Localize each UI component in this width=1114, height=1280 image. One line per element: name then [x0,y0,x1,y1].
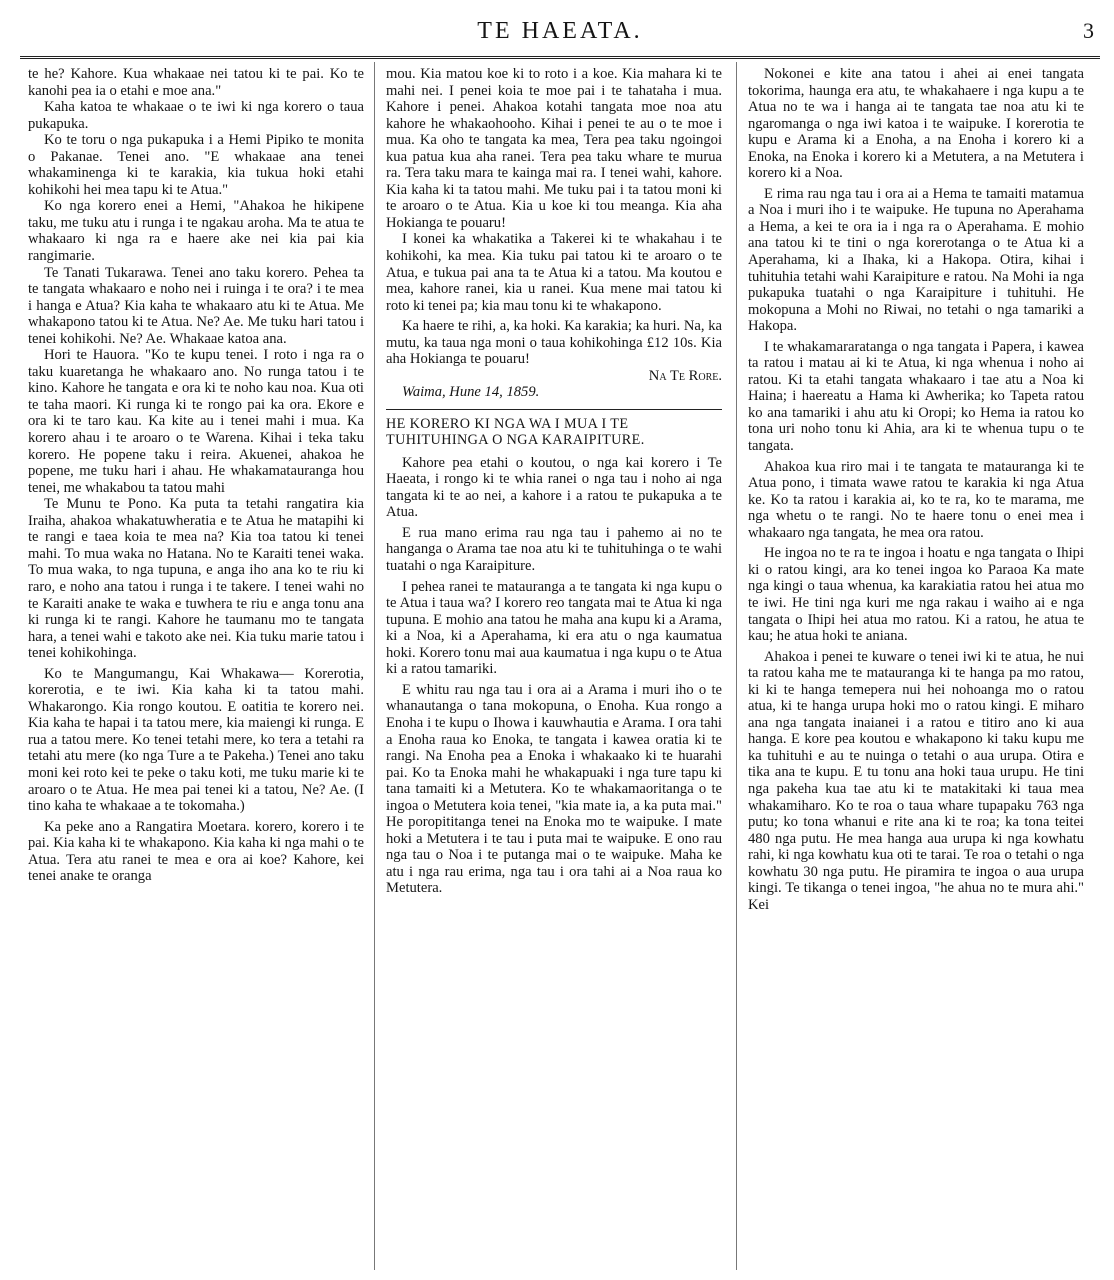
letter-dateline: Waima, Hune 14, 1859. [402,384,540,401]
paragraph: Hori te Hauora. "Ko te kupu tenei. I roto i nga ra o taku kuaretanga he whakaaro ano. No runga tatou i te kino. Kahore he tangata e ora ki te noho kau noa. Kua oti te taha maori. Ki runga ki te rongo pai ka ora. Ekore e ora ki te taro kau. Ka kite au i tenei mahi i mua. Ka korero ahau i te aroaro o te Warena. Kihai i teka taku korero. He popene taku i reira. Akuenei, ahakoa he popene, me tuku hari i ahau. He whakamatauranga hou tenei, me whakabou ta tatou mahi [28,347,364,496]
paragraph: Nokonei e kite ana tatou i ahei ai enei tangata tokorima, haunga era atu, te whakahaere i nga kupu a te Atua no te wa i hanga ai te tangata tae noa atu ki te ngaromanga o nga iwi katoa i te waipuke. I korerotia te kupu e Arama ki a Enoha, a na Enoha i korero ki a Enoka, na Enoka i korero ki a Metutera, a na Metutera i korero ki a Noa. [748,66,1084,182]
column-1 [28,66,364,1272]
paragraph: I te whakamararatanga o nga tangata i Papera, i kawea ta ratou i matau ai ki te Atua, ki nga whenua i noho ai ratou. Ki ta etahi tangata whakaaro i tae atu a Noa ki Haina; i haereatu a Hama ki Awherika; ko Tapeta ratou ko ana tamariki i ahu atu ki Oropi; ko Hema ia ratou ko tona uri noho tonu ki Ahia, ara ki te whenua tupu o te tangata. [748,338,1084,455]
column-2 [386,66,722,1272]
paragraph: I pehea ranei te matauranga a te tangata ki nga kupu o te Atua i taua wa? I korero reo tangata mai te Atua ki nga tupuna. E mohio ana tatou he maha ana kupu ki a Arama, ki a Noa, ki a Aperahama, ki era atu o nga kaumatua hoki. Korero tonu mai aua kaumatua i nga kupu o te Atua ki a ratou tamariki. [386,578,722,678]
paragraph: Ko te toru o nga pukapuka i a Hemi Pipiko te monita o Pakanae. Tenei ano. "E whakaae ana tenei whakaminenga ki te karakia, kia tukua hoki etahi kohikohi hei mea tapu ki te Atua." [28,132,364,198]
newspaper-title: TE HAEATA. [477,18,643,44]
paragraph: Ko te Mangumangu, Kai Whakawa— Korerotia, korerotia, e te iwi. Kia kaha ki ta tatou mahi. Whakarongo. Kia rongo koutou. E oatitia te korero nei. Kia kaha te hapai i ta tatou mere, kia maiengi ki runga. E rua a tatou mere. Ko tenei tetahi mere, ko tera a tetahi ra tetahi atu mere (ko nga Ture a te Pakeha.) Tenei ano taku moni kei roto kei te peke o taku koti, me tuku marie ki te aroaro o te Atua. He mea pai tenei ki a tatou, Ne? Ae. (I tino kaha te whakaae a te tokomaha.) [28,665,364,815]
article-headline: HE KORERO KI NGA WA I MUA I TE TUHITUHINGA O NGA KARAIPITURE. [386,415,645,449]
paragraph: E whitu rau nga tau i ora ai a Arama i muri iho o te whanautanga o tana mokopuna, o Enoha. Kua rongo a Enoha i te kupu o Ihowa i kauwhautia e Arama. I ora tahi a Enoha raua ko Enoka, te tangata i kawea oratia ki te rangi. Na Enoha pea a Enoka i whakaako ki te huarahi pai. Ko ta Enoka mahi he whakapuaki i nga ture tapu ki tana tamaiti ki a Metutera. Ko te whakamaoritanga o te ingoa o Metutera koia tenei, "kia mate ia, a ka puta mai." He poropititanga tenei na Enoka mo te waipuke. I mate hoki a Metutera i te tau i puta mai te waipuke. E ono rau nga tau o Noa i te putanga mai o te waipuke. Maha ke atu i nga rau erima, nga tau i ora tahi ai a Noa raua ko Metutera. [386,681,722,897]
paragraph: E rua mano erima rau nga tau i pahemo ai no te hanganga o Arama tae noa atu ki te tuhituhinga o te wahi tuatahi o nga Karaipiture. [386,524,722,575]
paragraph: I konei ka whakatika a Takerei ki te whakahau i te kohikohi, ka mea. Kia tuku pai tatou ki te aroaro o te Atua, e tukua pai ana ta te Atua ki a tatou. Ma koutou e mea, kahore ranei, kia u ranei. Kua mene mai tatou ki roto ki tenei pa; kia mau tonu ki te whakapono. [386,231,722,314]
page-number: 3 [1083,18,1094,43]
paragraph: Kahore pea etahi o koutou, o nga kai korero i Te Haeata, i rongo ki te whia ranei o nga tau i noho ai nga tangata ki te ao nei, a kahore i a ratou te pukapuka a te Atua. [386,454,722,521]
letter-signature: Na Te Rore. [648,367,722,384]
column-divider [736,62,737,1270]
paragraph: He ingoa no te ra te ingoa i hoatu e nga tangata o Ihipi ki o ratou kingi, ara ko tenei ingoa ko Paraoa Ka mate nga kingi o taua whenua, ka karakiatia ratou hei atua mo te iwi. He tini nga kuri me nga rakau i waiho ai e nga tangata o Ihipi hei atua mo ratou. Ki a ratou, he atua te kau; he atua hoki te aniana. [748,545,1084,645]
paragraph: Ka peke ano a Rangatira Moetara. korero, korero i te pai. Kia kaha ki te whakapono. Kia kaha ki nga mahi o te Atua. Tera atu ranei te mea e ora ai koe? Kahore, kei tenei anake te oranga [28,818,364,885]
masthead-rule [20,56,1100,59]
paragraph: Te Tanati Tukarawa. Tenei ano taku korero. Pehea ta te tangata whakaaro e noho nei i ruinga i te ora? i te mea i hanga e Atua? Kia kaha te whakaaro atu ki te Atua. Me whakapono tatou ki te Atua. Ne? Ae. Me tuku hari tatou i tenei kohikohi. Ne? Ae. Whakaae katoa ana. [28,264,364,347]
paragraph: Te Munu te Pono. Ka puta ta tetahi rangatira kia Iraiha, ahakoa whakatuwheratia e te Atua he matapihi ki te rangi e taea koia te mea na? Kia toa tatou ki tenei mahi. To mua waka no Hatana. No te Karaiti tenei waka. To mua waka, to nga tupuna, e anga iho ana ko te riu ki raro, e noho ana tatou i runga i te takere. I tenei wahi no te Karaiti anake te waka e tuwhera te riu e anga tonu ana ki runga ki te rangi. Kahore he taumanu mo te tangata hara, a tenei wahi e takoto ake nei. Kia tuku marie tatou i tenei kohikohinga. [28,496,364,662]
paragraph: Ko nga korero enei a Hemi, "Ahakoa he hikipene taku, me tuku atu i runga i te ngakau aroha. Ma te atua te whakaaro ki nga ra e haere ake nei kia pai kia rangimarie. [28,198,364,265]
paragraph: Ahakoa i penei te kuware o tenei iwi ki te atua, he nui ta ratou kaha me te matauranga ki te hanga pa mo ratou, ki ki te hanga temepera nui hei nohoanga mo o ratou atua, ki te hanga urupa hoki mo o ratou kingi. E miharo ana nga tangata inaianei i a ratou e titiro ano ki aua hanga. E kore pea koutou e whakapono ki taku kupu me ka tuhituhi e au te nuinga o tetahi o aua urupa. Otira e tika ana te kupu. E tu tonu ana hoki taua urupu. He tini nga pakeha kua tae atu ki te matakitaki ki taua mea whakamiharo. Ko te roa o taua whare tupapaku 763 nga putu; ko tona whanui e rite ana ki te roa; ka tona teitei 480 nga putu. He mea hanga aua urupa ki nga kowhatu rahi, ki nga kowhatu kua oti te tarai. Te roa o tetahi o nga kowhatu 30 nga putu. He piramira te ingoa o aua urupa kingi. Te tikanga o tenei ingoa, "he ahua no te mura ahi." Kei [748,648,1084,913]
paragraph: te he? Kahore. Kua whakaae nei tatou ki te pai. Ko te kanohi pea ia o etahi e moe ana." [28,66,364,99]
paragraph: Kaha katoa te whakaae o te iwi ki nga korero o taua pukapuka. [28,99,364,132]
column-3 [748,66,1084,1272]
article-separator [386,409,722,410]
paragraph: Ka haere te rihi, a, ka hoki. Ka karakia; ka huri. Na, ka mutu, ka taua nga moni o taua kohikohinga £12 10s. Kia aha Hokianga te pouaru! [386,318,722,368]
paragraph: E rima rau nga tau i ora ai a Hema te tamaiti matamua a Noa i muri iho i te waipuke. He tupuna no Aperahama a Hema, a kei te ora ia i nga ra o Aperahama. E mohio ana tatou ki te tini o nga korerotanga o te Atua ki a Aperahama, ki a Ihaka, ki a Hakopa. Otira, kihai i tuhituhia tetahi wahi Karaipiture e ratou. Na Mohi ia nga pukapuka tuatahi o nga Karaipiture i tuhituhi. He mokopuna a Mohi no Riwai, no tetahi o nga tamariki a Hakopa. [748,185,1084,335]
paragraph: Ahakoa kua riro mai i te tangata te matauranga ki te Atua pono, i timata wawe ratou te karakia ki nga Atua ke. Ko ta ratou i karakia ai, ko te ra, ko te marama, me nga whetu o te rangi. No te haere tonu o enei mea i whakaaro nga tangata, he mea ora ratou. [748,458,1084,541]
paragraph: mou. Kia matou koe ki to roto i a koe. Kia mahara ki te mahi nei. I penei koia te moe pai i te tahataha i mua. Kahore i penei. Ahakoa kotahi tangata moe noa atu kahore he whakaohooho. Kihai i penei te au o te moe i mua. Ka oho te tangata ka mea, Tera pea taku ngoingoi kua patua kua aha ranei. Tera pea taku whare te murua ra. Tera taku mara te kainga mai ra. I tenei wahi, kahore. Kia kaha ki ta tatou mahi. Me tuku pai i ta tatou moni ki te aroaro o te Atua. Kia u koe ki tou meanga. Kia aha Hokianga te pouaru! [386,66,722,231]
masthead [20,14,1100,56]
column-divider [374,62,375,1270]
